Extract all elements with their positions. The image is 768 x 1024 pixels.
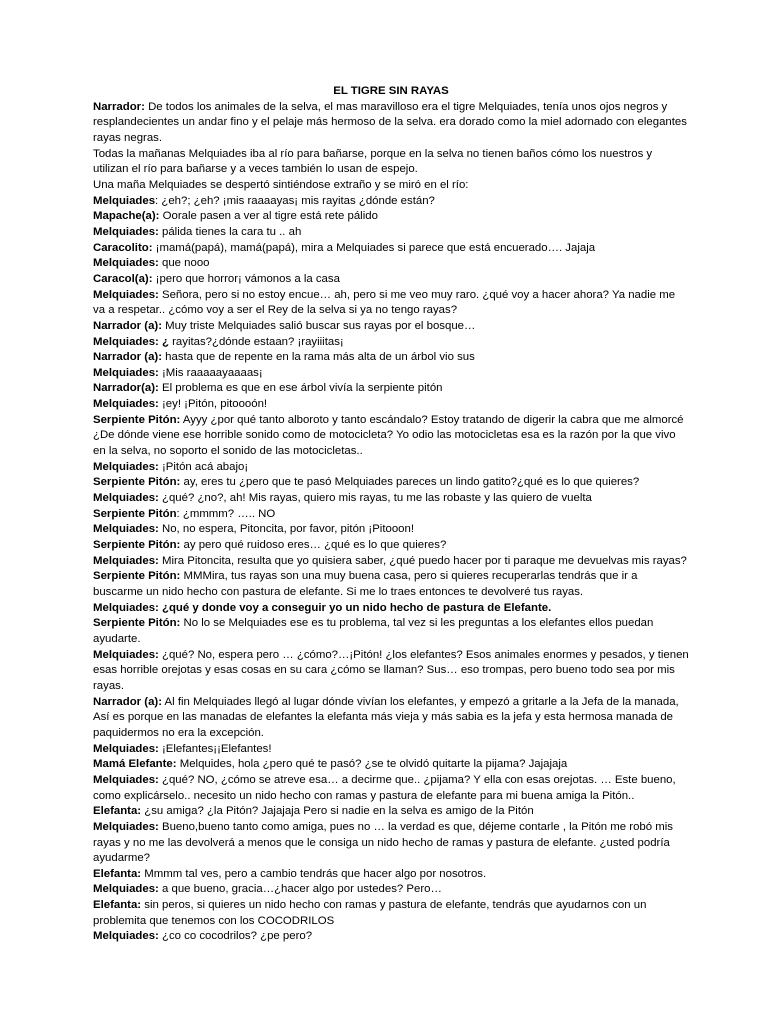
speaker-label: Narrador (a): [93, 319, 162, 332]
dialogue-line [93, 335, 689, 351]
speaker-label: Melquiades: [93, 773, 159, 786]
dialogue-line [93, 882, 689, 898]
speaker-label: Melquiades: ¿qué y donde voy a conseguir yo un nido hecho de pastura de Elefante. [93, 601, 552, 614]
dialogue-text: ay, eres tu ¿pero que te pasó Melquiades pareces un lindo gatito?¿qué es lo que quieres? [180, 476, 640, 489]
dialogue-text: rayitas?¿dónde estaan? ¡rayiiitas¡ [168, 335, 344, 348]
dialogue-text: Señora, pero si no estoy encue… ah, pero si me veo muy raro. ¿qué voy a hacer ahora? Ya nadie me va a respetar.. ¿cómo voy a ser el Rey de la selva si ya no tengo rayas? [93, 288, 676, 317]
dialogue-text: ¿qué? No, espera pero … ¿cómo?…¡Pitón! ¿los elefantes? Esos animales enormes y pesados, y tienen esas horrible orejotas y esas cosas en su cara ¿cómo se llaman? Sus… eso trompas, pero bueno todo sea por mis rayas. [93, 648, 689, 692]
dialogue-line [93, 194, 689, 210]
speaker-label: Serpiente Pitón: [93, 413, 181, 426]
speaker-label: Narrador (a): [93, 351, 162, 364]
dialogue-text: El problema es que en ese árbol vivía la serpiente pitón [158, 382, 443, 395]
speaker-label: Melquiades: [93, 742, 159, 755]
speaker-label: Melquiades [93, 194, 156, 207]
speaker-label: Caracolito: [93, 241, 153, 254]
dialogue-line [93, 225, 689, 241]
dialogue-text: De todos los animales de la selva, el mas maravilloso era el tigre Melquiades, tenía unos ojos negros y resplandecientes un andar fino y el pelaje más hermoso de la selva. era dorado como la miel adornado con elegantes rayas negras. [93, 100, 687, 144]
speaker-label: Melquiades: [93, 288, 159, 301]
dialogue-line [93, 397, 689, 413]
speaker-label: Narrador (a): [93, 695, 162, 708]
dialogue-text: ¡mamá(papá), mamá(papá), mira a Melquiades si parece que está encuerado…. Jajaja [152, 241, 596, 254]
dialogue-line [93, 742, 689, 758]
speaker-label: Serpiente Pitón: [93, 617, 181, 630]
dialogue-text: ay pero qué ruidoso eres… ¿qué es lo que quieres? [180, 539, 447, 552]
dialogue-line [93, 538, 689, 554]
dialogue-line [93, 241, 689, 257]
dialogue-line [93, 147, 689, 178]
dialogue-text: MMMira, tus rayas son una muy buena casa, pero si quieres recuperarlas tendrás que ir a buscarme un nido hecho con pastura de elefante. Si me lo traes entonces te devolveré tus rayas. [93, 570, 638, 598]
dialogue-line [93, 272, 689, 288]
speaker-label: Melquiades: [93, 523, 159, 536]
dialogue-text: : ¿mmmm? ….. NO [176, 507, 276, 520]
dialogue-text: Todas la mañanas Melquiades iba al río para bañarse, porque en la selva no tienen baños cómo los nuestros y utilizan el río para bañarse y a veces también lo usan de espejo. [93, 147, 653, 176]
dialogue-text: Al fin Melquiades llegó al lugar dónde vivían los elefantes, y empezó a gritarle a la Jefa de la manada, Así es porque en las manadas de elefantes la elefanta más vieja y más sabia es la jefa y esta hermosa manada de paquidermos no era la excepción. [93, 695, 679, 739]
dialogue-text: ¿su amiga? ¿la Pitón? Jajajaja Pero si nadie en la selva es amigo de la Pitón [141, 805, 534, 818]
dialogue-text: Ayyy ¿por qué tanto alboroto y tanto escándalo? Estoy tratando de digerir la cabra que me almorcé ¿De dónde viene ese horrible sonido como de motocicleta? Yo odio las motocicletas esa es la razón por la que vivo en la selva, no soporto el sonido de las motocicletas.. [93, 413, 684, 458]
dialogue-text: Bueno,bueno tanto como amiga, pues no … la verdad es que, déjeme contarle , la Pitón me robó mis rayas y no me las devolverá a menos que le consiga un nido hecho de ramas y pastura de elefante. ¿usted podría ayudarme? [93, 820, 673, 865]
dialogue-text: sin peros, si quieres un nido hecho con ramas y pastura de elefante, tendrás que ayudarnos con un problemita que tenemos con los COCODRILOS [93, 899, 647, 927]
dialogue-text: ¡pero que horror¡ vámonos a la casa [152, 272, 340, 285]
dialogue-text: Mmmm tal ves, pero a cambio tendrás que hacer algo por nosotros. [141, 867, 487, 880]
dialogue-line [93, 178, 689, 194]
speaker-label: Serpiente Pitón [93, 507, 177, 520]
dialogue-line [93, 413, 689, 460]
dialogue-text: Una maña Melquiades se despertó sintiéndose extraño y se miró en el río: [93, 178, 469, 191]
document-body [93, 100, 689, 945]
dialogue-text: Oorale pasen a ver al tigre está rete pálido [159, 210, 378, 223]
dialogue-text: ¡Elefantes¡¡Elefantes! [158, 742, 272, 755]
dialogue-line [93, 209, 689, 225]
dialogue-line [93, 757, 689, 773]
dialogue-line [93, 522, 689, 538]
dialogue-text: Muy triste Melquiades salió buscar sus rayas por el bosque… [162, 319, 476, 332]
dialogue-line [93, 929, 689, 945]
dialogue-line [93, 867, 689, 883]
speaker-label: Melquiades: ¿ [93, 335, 169, 348]
speaker-label: Melquiades: [93, 225, 159, 238]
dialogue-text: hasta que de repente en la rama más alta de un árbol vio sus [162, 351, 475, 364]
dialogue-text: que nooo [158, 257, 210, 270]
dialogue-line [93, 507, 689, 523]
speaker-label: Melquiades: [93, 883, 159, 896]
speaker-label: Serpiente Pitón: [93, 539, 181, 552]
speaker-label: Elefanta: [93, 805, 142, 818]
speaker-label: Melquiades: [93, 460, 159, 473]
dialogue-line [93, 695, 689, 742]
dialogue-line [93, 554, 689, 570]
speaker-label: Melquiades: [93, 257, 159, 270]
dialogue-line [93, 475, 689, 491]
dialogue-line [93, 288, 689, 319]
dialogue-text: : ¿eh?; ¿eh? ¡mis raaaayas¡ mis rayitas ¿dónde están? [155, 194, 435, 207]
speaker-label: Melquiades: [93, 492, 159, 505]
speaker-label: Melquiades: [93, 930, 159, 943]
speaker-label: Mamá Elefante: [93, 758, 177, 771]
speaker-label: Narrador: [93, 100, 145, 113]
dialogue-text: ¡Mis raaaaayaaaas¡ [158, 366, 263, 379]
speaker-label: Serpiente Pitón: [93, 476, 181, 489]
dialogue-line [93, 350, 689, 366]
dialogue-line [93, 648, 689, 695]
dialogue-line [93, 256, 689, 272]
dialogue-line [93, 366, 689, 382]
dialogue-text: ¡ey! ¡Pitón, pitoooón! [158, 398, 268, 411]
speaker-label: Caracol(a): [93, 272, 153, 285]
speaker-label: Elefanta: [93, 867, 142, 880]
dialogue-text: ¿qué? ¿no?, ah! Mis rayas, quiero mis rayas, tu me las robaste y las quiero de vuelta [158, 492, 592, 505]
dialogue-line [93, 460, 689, 476]
dialogue-line [93, 381, 689, 397]
dialogue-line [93, 804, 689, 820]
speaker-label: Melquiades: [93, 648, 159, 661]
dialogue-text: Melquides, hola ¿pero qué te pasó? ¿se te olvidó quitarte la pijama? Jajajaja [176, 758, 568, 771]
dialogue-line [93, 491, 689, 507]
dialogue-line [93, 601, 689, 617]
document-page [93, 84, 689, 945]
dialogue-text: a que bueno, gracia…¿hacer algo por ustedes? Pero… [158, 883, 442, 896]
speaker-label: Narrador(a): [93, 382, 159, 395]
dialogue-line [93, 319, 689, 335]
dialogue-text: ¿co co cocodrilos? ¿pe pero? [158, 930, 313, 943]
dialogue-line [93, 898, 689, 929]
dialogue-text: No, no espera, Pitoncita, por favor, pitón ¡Pitooon! [158, 523, 414, 536]
dialogue-text: ¿qué? NO, ¿cómo se atreve esa… a decirme que.. ¿pijama? Y ella con esas orejotas. … Este bueno, como explicárselo.. necesito un nido hecho con ramas y pastura de elefante para mi buena amiga la Pitón.. [93, 773, 676, 802]
speaker-label: Mapache(a): [93, 210, 160, 223]
dialogue-line [93, 569, 689, 600]
dialogue-text: Mira Pitoncita, resulta que yo quisiera saber, ¿qué puedo hacer por ti paraque me devuelvas mis rayas? [158, 554, 687, 567]
dialogue-line [93, 616, 689, 647]
speaker-label: Melquiades: [93, 366, 159, 379]
speaker-label: Melquiades: [93, 820, 159, 833]
dialogue-line [93, 820, 689, 867]
dialogue-text: No lo se Melquiades ese es tu problema, tal vez si les preguntas a los elefantes ellos puedan ayudarte. [93, 617, 654, 645]
speaker-label: Melquiades: [93, 554, 159, 567]
speaker-label: Serpiente Pitón: [93, 570, 181, 583]
speaker-label: Elefanta: [93, 899, 142, 912]
speaker-label: Melquiades: [93, 398, 159, 411]
dialogue-text: ¡Pitón acá abajo¡ [158, 460, 249, 473]
dialogue-text: pálida tienes la cara tu .. ah [158, 225, 302, 238]
document-title: EL TIGRE SIN RAYAS [333, 85, 449, 97]
dialogue-line [93, 100, 689, 147]
dialogue-line [93, 773, 689, 804]
